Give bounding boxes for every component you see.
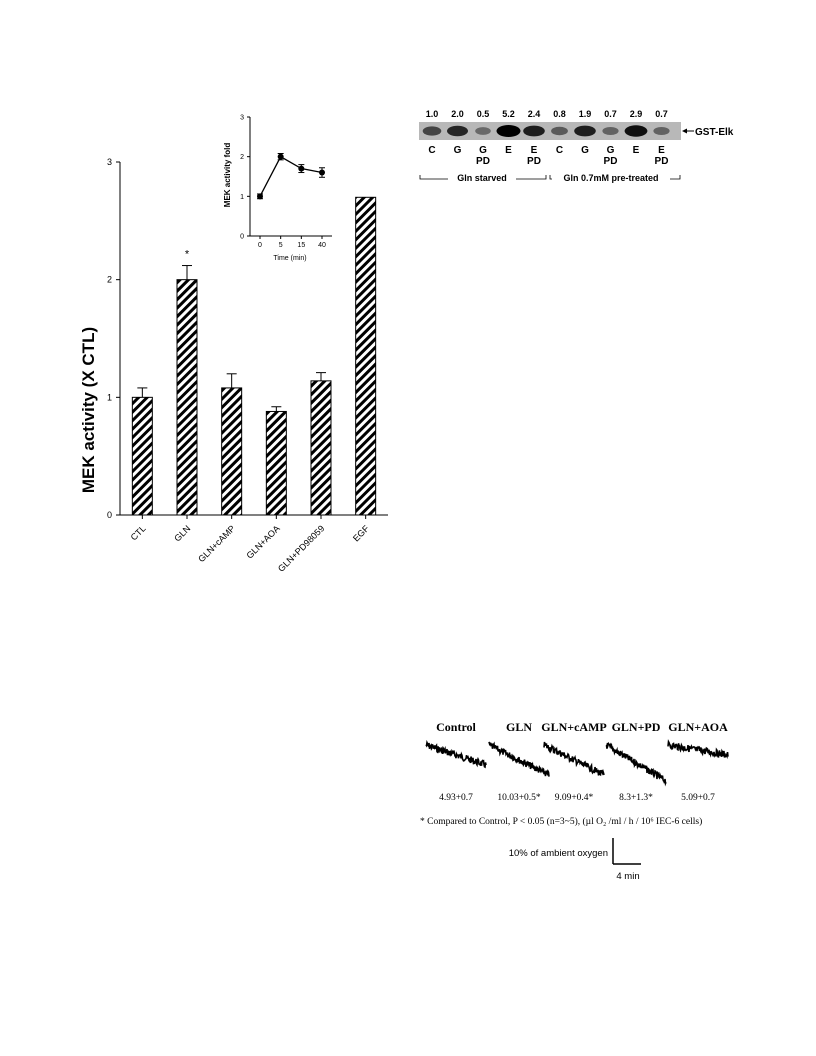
blot-value: 5.2 — [502, 109, 515, 119]
bar-gln-aoa — [266, 411, 286, 515]
lane-label: C — [428, 145, 436, 156]
oxygen-trace — [668, 742, 728, 757]
y-tick-label: 1 — [106, 392, 112, 403]
x-tick-label: GLN+PD98059 — [275, 523, 327, 574]
inset-x-tick-label: 40 — [318, 242, 326, 249]
inset-x-tick-label: 0 — [258, 242, 262, 249]
band-label: GST-Elk — [695, 127, 734, 138]
bar-gln-pd98059 — [311, 381, 331, 515]
blot-band — [551, 127, 568, 135]
blot-value: 2.9 — [629, 109, 643, 119]
oxygen-trace — [606, 743, 666, 783]
blot-value: 0.5 — [476, 109, 490, 119]
lane-label: PD — [527, 156, 541, 167]
group2-label: Gln 0.7mM pre-treated — [563, 173, 659, 183]
blot-band — [475, 127, 491, 135]
x-tick-label: GLN+AOA — [244, 523, 282, 561]
x-tick-label: GLN — [172, 523, 193, 544]
lane-label: PD — [603, 156, 618, 167]
oxygen-traces — [414, 712, 754, 892]
y-tick-label: 3 — [106, 157, 112, 167]
lane-label: E — [658, 145, 665, 156]
lane-label: G — [453, 145, 462, 156]
y-tick-label: 2 — [106, 274, 112, 285]
group1-label: Gln starved — [457, 173, 507, 183]
blot-band — [523, 126, 545, 137]
trace-header: GLN+PD — [611, 720, 661, 734]
trace-value: 8.3+1.3* — [619, 793, 653, 803]
trace-header: Control — [436, 720, 476, 734]
lane-label: G — [581, 145, 589, 156]
lane-label: G — [606, 145, 615, 156]
blot-value: 1.9 — [578, 109, 592, 119]
inset-point — [319, 170, 325, 176]
significance-marker: * — [184, 248, 190, 261]
x-tick-label: GLN+cAMP — [196, 523, 238, 565]
blot-band — [447, 126, 468, 137]
x-tick-label: EGF — [350, 523, 372, 544]
bar-gln — [177, 280, 197, 515]
mek-bar-chart — [70, 114, 390, 610]
lane-label: E — [505, 145, 512, 156]
lane-label: PD — [654, 156, 669, 167]
trace-value: 10.03+0.5* — [497, 793, 541, 803]
trace-header: GLN — [505, 720, 533, 734]
inset-point — [257, 193, 263, 199]
bar-ctl — [132, 397, 152, 515]
inset-x-tick-label: 15 — [297, 242, 306, 249]
inset-x-axis-label: Time (min) — [273, 255, 307, 262]
lane-label: E — [632, 145, 640, 156]
blot-value: 0.7 — [604, 109, 617, 119]
blot-band — [602, 127, 618, 135]
lane-label: C — [555, 145, 564, 156]
blot-value: 0.8 — [553, 109, 566, 119]
inset-y-tick-label: 1 — [240, 193, 244, 201]
blot-value: 2.4 — [527, 109, 541, 119]
blot-value: 0.7 — [655, 109, 668, 119]
bar-egf — [356, 197, 376, 515]
inset-y-tick-label: 2 — [240, 154, 244, 162]
bar-gln-camp — [222, 388, 242, 515]
trace-value: 9.09+0.4* — [554, 793, 594, 803]
lane-label: PD — [476, 156, 490, 167]
trace-header: GLN+cAMP — [541, 720, 607, 734]
blot-value: 1.0 — [425, 109, 439, 119]
inset-line-chart — [223, 110, 346, 262]
inset-x-tick-label: 5 — [278, 242, 283, 249]
oxygen-footnote: * Compared to Control, P < 0.05 (n=3~5), (µl O₂ /ml / h / 10⁶ IEC-6 cells) — [420, 817, 703, 827]
oxygen-trace — [489, 742, 549, 777]
inset-y-tick-label: 3 — [240, 114, 244, 122]
lane-label: E — [530, 145, 538, 156]
inset-y-axis-label: MEK activity fold — [223, 142, 232, 208]
band-arrow-head — [682, 129, 687, 134]
trace-value: 4.93+0.7 — [439, 793, 473, 803]
y-axis-label: MEK activity (X CTL) — [79, 326, 98, 494]
blot-band — [497, 125, 521, 137]
oxygen-trace — [544, 742, 604, 775]
y-tick-label: 0 — [106, 510, 112, 520]
scale-x-label: 4 min — [616, 871, 640, 882]
trace-value: 5.09+0.7 — [681, 793, 715, 803]
blot-band — [653, 127, 669, 135]
gst-elk-blot — [414, 108, 734, 188]
blot-band — [574, 126, 596, 137]
blot-value: 2.0 — [451, 109, 464, 119]
inset-y-tick-label: 0 — [240, 233, 244, 241]
inset-point — [298, 166, 304, 172]
scale-y-label: 10% of ambient oxygen — [508, 848, 608, 859]
inset-point — [278, 154, 284, 160]
lane-label: G — [479, 145, 487, 156]
trace-header: GLN+AOA — [668, 720, 728, 734]
x-tick-label: CTL — [128, 523, 148, 543]
blot-band — [625, 125, 648, 136]
blot-band — [423, 126, 442, 135]
oxygen-trace — [426, 743, 486, 768]
